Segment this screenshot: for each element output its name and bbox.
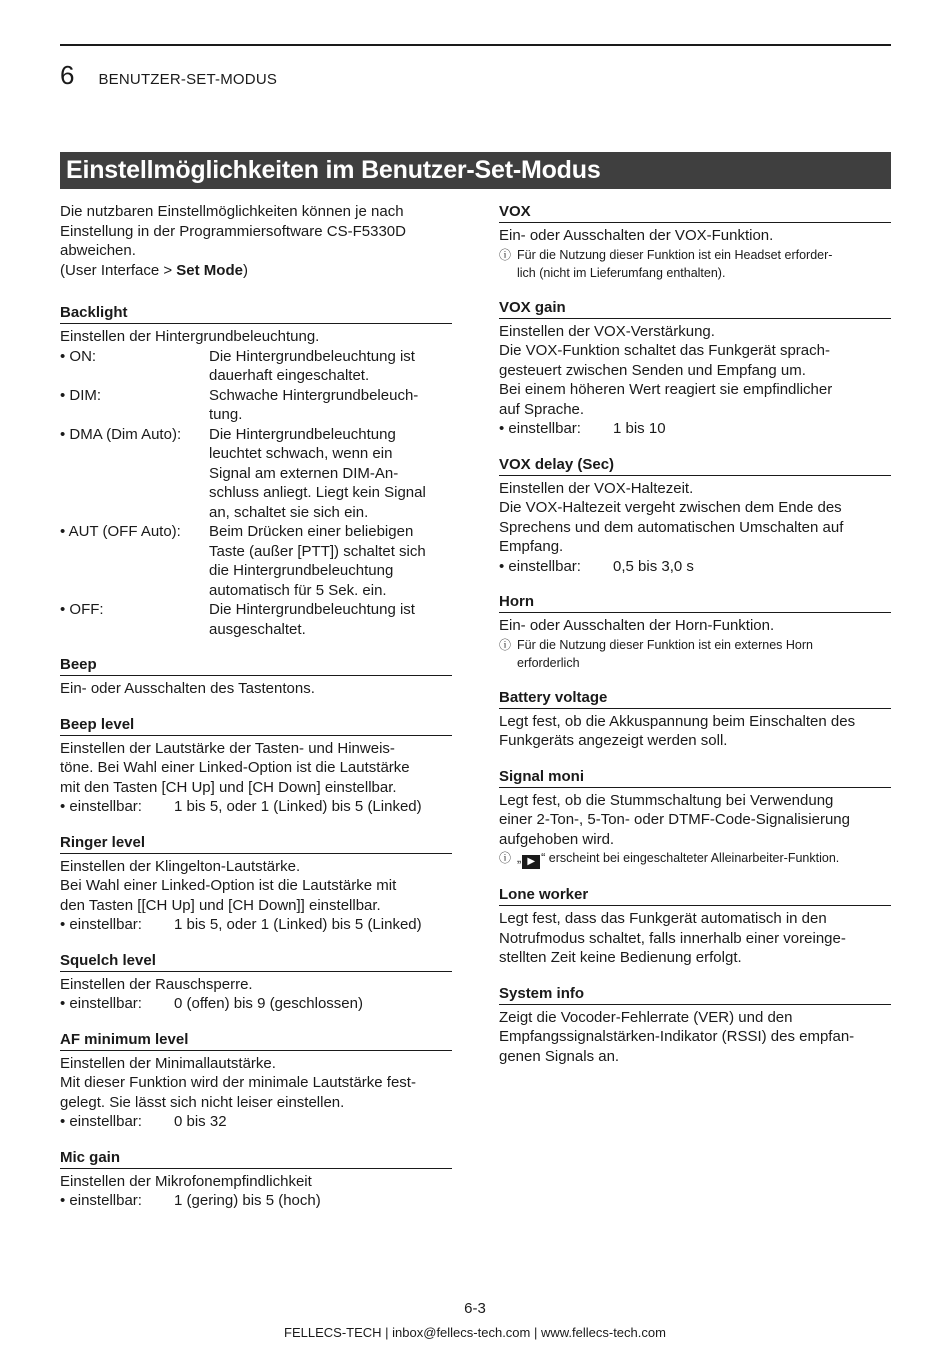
section-horn xyxy=(499,592,891,672)
option-value: Schwache Hintergrundbeleuch- tung. xyxy=(209,386,419,423)
section-heading: VOX delay (Sec) xyxy=(499,455,891,476)
section-signal-moni: Signal moni Legt fest, ob die Stummschaltung bei Verwendung einer 2-Ton-, 5-Ton- oder DTMF-Code-Signalisierung aufgehoben wird. ⓘ „ ▶ “ erscheint bei eingeschalteter Alleinarbeiter-Funktion. xyxy=(499,767,891,870)
setting-value: 0 bis 32 xyxy=(174,1113,227,1130)
section-heading: Squelch level xyxy=(60,951,452,972)
left-column xyxy=(60,202,452,1227)
intro-line: abweichen. xyxy=(60,242,136,259)
section-beep xyxy=(60,655,452,699)
section-desc: Ein- oder Ausschalten des Tastentons. xyxy=(60,680,315,697)
section-system-info: System info Zeigt die Vocoder-Fehlerrate (VER) und den Empfangssignalstärken-Indikator (RSSI) des empfan- genen Signals an. xyxy=(499,984,891,1067)
chapter-header xyxy=(60,60,277,92)
chapter-number: 6 xyxy=(60,60,75,90)
setting-label: • einstellbar: xyxy=(499,557,581,575)
section-heading: Battery voltage xyxy=(499,688,891,709)
option-key: • DIM: xyxy=(60,386,102,404)
setting-value: 1 bis 10 xyxy=(613,420,666,437)
section-heading: Ringer level xyxy=(60,833,452,854)
info-note: ⓘ Für die Nutzung dieser Funktion ist ein Headset erforder- lich (nicht im Lieferumfang enthalten). xyxy=(499,247,833,280)
section-heading: Beep xyxy=(60,655,452,676)
section-ringer-level: Ringer level Einstellen der Klingelton-Lautstärke. Bei Wahl einer Linked-Option ist die Lautstärke mit den Tasten [[CH Up] und [CH Down]] einstellbar. • einstellbar: 1 bis 5, oder 1 (Linked) bis 5 (Linked) xyxy=(60,833,452,935)
section-desc: Ein- oder Ausschalten der Horn-Funktion. xyxy=(499,617,775,634)
setting-label: • einstellbar: xyxy=(60,1192,142,1209)
section-heading: Backlight xyxy=(60,303,452,324)
section-heading: VOX gain xyxy=(499,298,891,319)
setting-row xyxy=(499,419,891,439)
section-heading: System info xyxy=(499,984,891,1005)
page-number: 6-3 xyxy=(464,1300,486,1317)
chapter-title: BENUTZER-SET-MODUS xyxy=(98,71,278,88)
option-row xyxy=(60,522,452,600)
setting-row xyxy=(60,915,452,935)
section-vox-delay: VOX delay (Sec) Einstellen der VOX-Haltezeit. Die VOX-Haltezeit vergeht zwischen dem Ende des Sprechens und dem automatischen Umschalten auf Empfang. • einstellbar: 0,5 bis 3,0 s xyxy=(499,455,891,577)
info-icon: ⓘ xyxy=(499,851,512,865)
setting-label: • einstellbar: xyxy=(499,420,581,437)
intro-menu-path: (User Interface > Set Mode) xyxy=(60,261,248,279)
setting-value: 1 bis 5, oder 1 (Linked) bis 5 (Linked) xyxy=(174,916,422,933)
option-value: Die Hintergrundbeleuchtung ist dauerhaft eingeschaltet. xyxy=(209,347,415,384)
option-value: Beim Drücken einer beliebigen Taste (außer [PTT]) schaltet sich die Hintergrundbeleuchtung automatisch für 5 Sek. ein. xyxy=(209,523,426,599)
page-title: Einstellmöglichkeiten im Benutzer-Set-Modus xyxy=(60,152,891,189)
setting-value: 0 (offen) bis 9 (geschlossen) xyxy=(174,995,363,1012)
info-icon: ⓘ xyxy=(499,637,512,652)
info-note: ⓘ „ ▶ “ erscheint bei eingeschalteter Alleinarbeiter-Funktion. xyxy=(499,851,840,867)
option-key: • OFF: xyxy=(60,601,104,618)
section-squelch-level: Squelch level Einstellen der Rauschsperre. • einstellbar: 0 (offen) bis 9 (geschlossen) xyxy=(60,951,452,1014)
section-battery-voltage: Battery voltage Legt fest, ob die Akkuspannung beim Einschalten des Funkgeräts angezeigt werden soll. xyxy=(499,688,891,751)
option-value: Die Hintergrundbeleuchtung leuchtet schwach, wenn ein Signal am externen DIM-An- schluss anliegt. Liegt kein Signal an, schaltet sie sich ein. xyxy=(209,425,426,521)
setting-value: 1 bis 5, oder 1 (Linked) bis 5 (Linked) xyxy=(174,798,422,815)
option-value: Die Hintergrundbeleuchtung ist ausgeschaltet. xyxy=(209,601,415,638)
menu-path-bold: Set Mode xyxy=(176,261,243,279)
right-column xyxy=(499,202,891,1082)
intro-paragraph xyxy=(60,202,452,280)
setting-row xyxy=(60,797,452,817)
option-row xyxy=(60,600,452,639)
section-heading: VOX xyxy=(499,202,891,223)
top-rule xyxy=(60,44,891,46)
option-row xyxy=(60,425,452,523)
setting-row xyxy=(60,1112,452,1132)
section-heading: AF minimum level xyxy=(60,1030,452,1051)
section-vox-gain: VOX gain Einstellen der VOX-Verstärkung. Die VOX-Funktion schaltet das Funkgerät sprach- gesteuert zwischen Senden und Empfang um. Bei einem höheren Wert reagiert sie empfindlicher auf Sprache. • einstellbar: 1 bis 10 xyxy=(499,298,891,439)
section-backlight xyxy=(60,303,452,639)
section-mic-gain: Mic gain Einstellen der Mikrofonempfindlichkeit • einstellbar: 1 (gering) bis 5 (hoch) xyxy=(60,1148,452,1211)
intro-line: Die nutzbaren Einstellmöglichkeiten können je nach xyxy=(60,203,404,220)
setting-label: • einstellbar: xyxy=(60,995,142,1012)
setting-label: • einstellbar: xyxy=(60,1113,142,1130)
section-beep-level: Beep level Einstellen der Lautstärke der Tasten- und Hinweis- töne. Bei Wahl einer Linked-Option ist die Lautstärke mit den Tasten [CH Up] und [CH Down] einstellbar. • einstellbar: 1 bis 5, oder 1 (Linked) bis 5 (Linked) xyxy=(60,715,452,817)
section-heading: Mic gain xyxy=(60,1148,452,1169)
lone-worker-icon: ▶ xyxy=(522,855,540,869)
intro-line: Einstellung in der Programmiersoftware CS-F5330D xyxy=(60,222,406,240)
setting-label: • einstellbar: xyxy=(60,916,142,933)
section-heading: Horn xyxy=(499,592,891,613)
section-heading: Signal moni xyxy=(499,767,891,788)
info-icon: ⓘ xyxy=(499,247,512,262)
setting-value: 1 (gering) bis 5 (hoch) xyxy=(174,1192,321,1209)
section-lone-worker: Lone worker Legt fest, dass das Funkgerät automatisch in den Notrufmodus schaltet, falls innerhalb einer voreinge- stellten Zeit keine Bedienung erfolgt. xyxy=(499,885,891,968)
option-row xyxy=(60,347,452,386)
setting-label: • einstellbar: xyxy=(60,798,142,815)
setting-row xyxy=(499,557,891,577)
section-heading: Beep level xyxy=(60,715,452,736)
option-key: • AUT (OFF Auto): xyxy=(60,523,181,540)
section-desc: Ein- oder Ausschalten der VOX-Funktion. xyxy=(499,227,774,244)
section-heading: Lone worker xyxy=(499,885,891,906)
section-af-minimum-level: AF minimum level Einstellen der Minimallautstärke. Mit dieser Funktion wird der minimale Lautstärke fest- gelegt. Sie lässt sich nicht leiser einstellen. • einstellbar: 0 bis 32 xyxy=(60,1030,452,1132)
setting-row xyxy=(60,1191,452,1211)
option-key: • DMA (Dim Auto): xyxy=(60,425,182,443)
option-key: • ON: xyxy=(60,347,97,365)
setting-row xyxy=(60,994,452,1014)
option-row xyxy=(60,386,452,425)
info-note: ⓘ Für die Nutzung dieser Funktion ist ein externes Horn erforderlich xyxy=(499,637,813,670)
setting-value: 0,5 bis 3,0 s xyxy=(613,557,694,575)
section-vox xyxy=(499,202,891,282)
footer: FELLECS-TECH | inbox@fellecs-tech.com | www.fellecs-tech.com xyxy=(284,1325,666,1340)
section-desc: Einstellen der Hintergrundbeleuchtung. xyxy=(60,328,320,345)
